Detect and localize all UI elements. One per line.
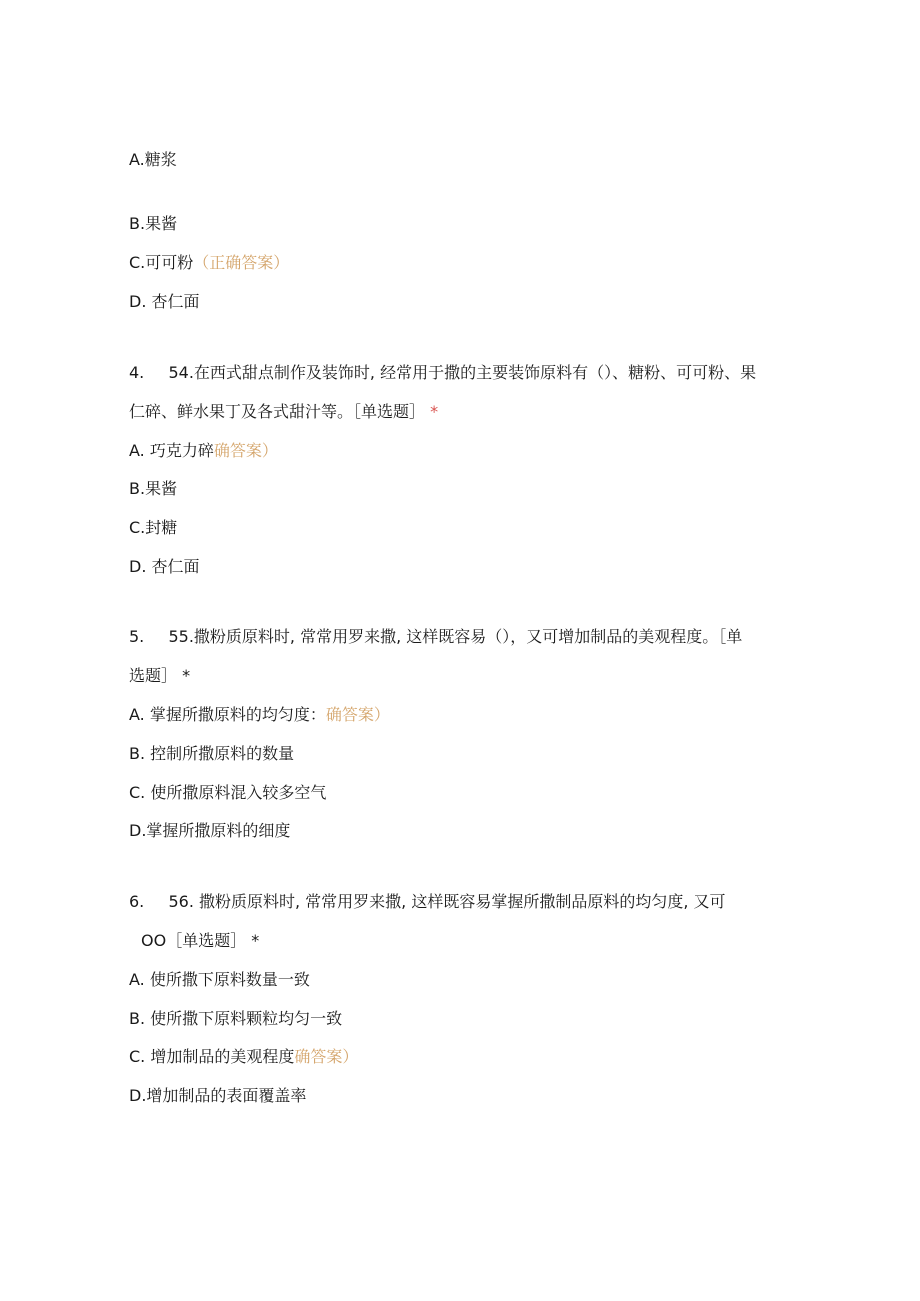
q6-option-a bbox=[129, 969, 310, 991]
option-label: C. 使所撒原料混入较多空气 bbox=[129, 783, 327, 802]
question-text: 仁碎、鲜水果丁及各式甜汁等。［单选题］ bbox=[129, 402, 426, 421]
q6-option-c bbox=[129, 1046, 358, 1068]
q4-option-c bbox=[129, 517, 177, 539]
q5-option-c bbox=[129, 782, 326, 804]
option-label: B. 控制所撒原料的数量 bbox=[129, 744, 295, 763]
question-text: 54.在西式甜点制作及装饰时, 经常用于撒的主要装饰原料有（）、糖粉、可可粉、果 bbox=[168, 363, 757, 382]
q5-question-line2 bbox=[129, 665, 190, 687]
question-text: OO［单选题］ bbox=[141, 931, 247, 950]
q5-question-line1 bbox=[129, 626, 742, 648]
q6-question-line1 bbox=[129, 891, 726, 913]
required-mark: * bbox=[430, 402, 439, 421]
correct-answer-marker: 确答案） bbox=[325, 705, 390, 724]
required-mark: * bbox=[182, 666, 191, 685]
option-label: D.增加制品的表面覆盖率 bbox=[129, 1086, 307, 1105]
option-label: B.果酱 bbox=[129, 479, 178, 498]
question-text: 选题］ bbox=[129, 666, 178, 685]
option-label: D. 杏仁面 bbox=[129, 292, 200, 311]
q4-question-line1 bbox=[129, 362, 756, 384]
q4-option-d bbox=[129, 556, 200, 578]
question-text: 55.撒粉质原料时, 常常用罗来撒, 这样既容易（），又可增加制品的美观程度。［单 bbox=[168, 627, 743, 646]
option-label: A. 巧克力碎 bbox=[129, 441, 214, 460]
question-text: 56. 撒粉质原料时, 常常用罗来撒, 这样既容易掌握所撒制品原料的均匀度, 又可 bbox=[168, 892, 726, 911]
option-label: D. 杏仁面 bbox=[129, 557, 200, 576]
q3-option-b bbox=[129, 213, 177, 235]
q4-option-b bbox=[129, 478, 177, 500]
required-mark: * bbox=[251, 931, 260, 950]
question-number: 6. bbox=[129, 892, 145, 911]
q6-option-b bbox=[129, 1008, 342, 1030]
q6-option-d bbox=[129, 1085, 306, 1107]
q3-option-c bbox=[129, 252, 289, 274]
option-label: C.封糖 bbox=[129, 518, 178, 537]
option-label: C. 增加制品的美观程度 bbox=[129, 1047, 295, 1066]
q4-option-a bbox=[129, 440, 278, 462]
q6-question-line2 bbox=[141, 930, 259, 952]
option-label: A. 掌握所撒原料的均匀度： bbox=[129, 705, 326, 724]
option-label: B. 使所撒下原料颗粒均匀一致 bbox=[129, 1009, 343, 1028]
question-number: 5. bbox=[129, 627, 145, 646]
q3-option-a bbox=[129, 149, 177, 171]
option-label: A.糖浆 bbox=[129, 150, 177, 169]
q5-option-d bbox=[129, 820, 290, 842]
option-label: D.掌握所撒原料的细度 bbox=[129, 821, 291, 840]
correct-answer-marker: （正确答案） bbox=[193, 253, 290, 272]
correct-answer-marker: 确答案） bbox=[213, 441, 278, 460]
option-label: B.果酱 bbox=[129, 214, 178, 233]
q4-question-line2 bbox=[129, 401, 438, 423]
option-label: A. 使所撒下原料数量一致 bbox=[129, 970, 310, 989]
question-number: 4. bbox=[129, 363, 145, 382]
q5-option-a bbox=[129, 704, 390, 726]
option-label: C.可可粉 bbox=[129, 253, 194, 272]
correct-answer-marker: 确答案） bbox=[294, 1047, 359, 1066]
q5-option-b bbox=[129, 743, 294, 765]
q3-option-d bbox=[129, 291, 200, 313]
